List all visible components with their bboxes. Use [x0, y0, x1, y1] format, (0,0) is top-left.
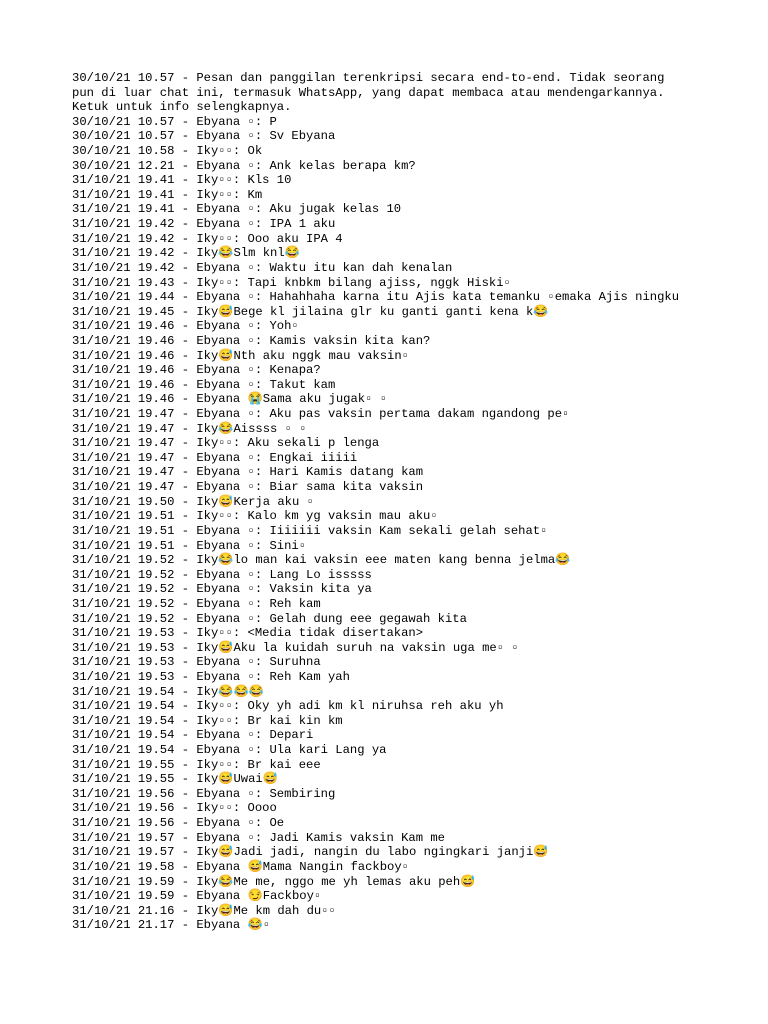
chat-line: 31/10/21 19.41 - Ebyana ▫: Aku jugak kelas 10	[72, 202, 402, 217]
chat-line: 31/10/21 19.54 - Ebyana ▫: Depari	[72, 728, 314, 743]
chat-line: 31/10/21 19.54 - Iky😂😂😂	[72, 684, 264, 699]
chat-line: 31/10/21 19.56 - Ebyana ▫: Oe	[72, 816, 285, 831]
chat-line: 31/10/21 19.42 - Ebyana ▫: Waktu itu kan dah kenalan	[72, 260, 453, 275]
chat-line: 31/10/21 19.55 - Iky😅Uwai😅	[72, 772, 278, 787]
chat-line: 31/10/21 19.46 - Ebyana ▫: Takut kam	[72, 377, 336, 392]
chat-line: 30/10/21 10.57 - Ebyana ▫: Sv Ebyana	[72, 129, 336, 144]
chat-line: 31/10/21 19.59 - Iky😂Me me, nggo me yh lemas aku peh😅	[72, 874, 476, 889]
chat-line: 31/10/21 19.47 - Ebyana ▫: Hari Kamis datang kam	[72, 465, 424, 480]
chat-line: 31/10/21 19.46 - Ebyana ▫: Kamis vaksin kita kan?	[72, 333, 431, 348]
chat-line: 31/10/21 21.17 - Ebyana 😂▫	[72, 918, 271, 933]
chat-line: 31/10/21 19.41 - Iky▫▫: Km	[72, 187, 263, 202]
chat-line: 31/10/21 19.46 - Ebyana ▫: Kenapa?	[72, 363, 321, 378]
chat-line: 31/10/21 19.46 - Ebyana ▫: Yoh▫	[72, 319, 299, 334]
chat-line: 31/10/21 19.47 - Ebyana ▫: Aku pas vaksin pertama dakam ngandong pe▫	[72, 407, 570, 422]
chat-line: 31/10/21 19.57 - Iky😅Jadi jadi, nangin du labo ngingkari janji😅	[72, 845, 549, 860]
chat-line: 31/10/21 19.51 - Ebyana ▫: Sini▫	[72, 538, 307, 553]
chat-line: 31/10/21 19.52 - Ebyana ▫: Gelah dung eee gegawah kita	[72, 611, 467, 626]
chat-line: 31/10/21 19.53 - Iky▫▫: <Media tidak disertakan>	[72, 626, 424, 641]
chat-line: 31/10/21 19.42 - Ebyana ▫: IPA 1 aku	[72, 217, 336, 232]
chat-line: 31/10/21 19.43 - Iky▫▫: Tapi knbkm bilang ajiss, nggk Hiski▫	[72, 275, 511, 290]
chat-line: 31/10/21 19.51 - Ebyana ▫: Iiiiiii vaksin Kam sekali gelah sehat▫	[72, 523, 548, 538]
chat-line: 31/10/21 19.47 - Ebyana ▫: Engkai iiiii	[72, 450, 358, 465]
chat-line: 31/10/21 19.47 - Iky😂Aissss ▫ ▫	[72, 421, 307, 436]
chat-line: 31/10/21 19.50 - Iky😅Kerja aku ▫	[72, 494, 314, 509]
chat-line: 31/10/21 19.53 - Ebyana ▫: Reh Kam yah	[72, 669, 350, 684]
chat-line: 31/10/21 19.59 - Ebyana 😏Fackboy▫	[72, 889, 322, 904]
chat-line: 31/10/21 19.56 - Ebyana ▫: Sembiring	[72, 786, 336, 801]
chat-line: 31/10/21 19.45 - Iky😅Bege kl jilaina glr ku ganti ganti kena k😂	[72, 304, 549, 319]
chat-export-document	[72, 71, 762, 933]
chat-line: 31/10/21 19.58 - Ebyana 😅Mama Nangin fackboy▫	[72, 859, 409, 874]
chat-line: 31/10/21 19.53 - Ebyana ▫: Suruhna	[72, 655, 321, 670]
chat-line: 31/10/21 19.42 - Iky😂Slm knl😂	[72, 246, 300, 261]
chat-line: 31/10/21 19.54 - Iky▫▫: Br kai kin km	[72, 713, 343, 728]
chat-line: 31/10/21 19.52 - Iky😂lo man kai vaksin eee maten kang benna jelma😂	[72, 553, 571, 568]
chat-line: 31/10/21 19.51 - Iky▫▫: Kalo km yg vaksin mau aku▫	[72, 509, 438, 524]
chat-line: 31/10/21 19.41 - Iky▫▫: Kls 10	[72, 173, 292, 188]
chat-line: Ketuk untuk info selengkapnya.	[72, 100, 292, 115]
chat-line: 31/10/21 19.57 - Ebyana ▫: Jadi Kamis vaksin Kam me	[72, 830, 445, 845]
chat-line: 31/10/21 19.54 - Iky▫▫: Oky yh adi km kl niruhsa reh aku yh	[72, 699, 504, 714]
chat-line: 31/10/21 19.52 - Ebyana ▫: Reh kam	[72, 596, 321, 611]
chat-line: 31/10/21 19.56 - Iky▫▫: Oooo	[72, 801, 277, 816]
chat-line: pun di luar chat ini, termasuk WhatsApp, yang dapat membaca atau mendengarkannya.	[72, 85, 665, 100]
chat-line: 31/10/21 19.54 - Ebyana ▫: Ula kari Lang ya	[72, 743, 387, 758]
chat-line: 31/10/21 19.52 - Ebyana ▫: Vaksin kita ya	[72, 582, 372, 597]
chat-line: 31/10/21 19.46 - Ebyana 😭Sama aku jugak▫ ▫	[72, 392, 388, 407]
chat-line: 31/10/21 19.42 - Iky▫▫: Ooo aku IPA 4	[72, 231, 343, 246]
chat-line: 31/10/21 19.53 - Iky😅Aku la kuidah suruh na vaksin uga me▫ ▫	[72, 640, 519, 655]
chat-line: 31/10/21 19.47 - Ebyana ▫: Biar sama kita vaksin	[72, 480, 424, 495]
chat-line: 31/10/21 19.55 - Iky▫▫: Br kai eee	[72, 757, 321, 772]
chat-line: 31/10/21 19.44 - Ebyana ▫: Hahahhaha karna itu Ajis kata temanku ▫emaka Ajis ningku	[72, 290, 680, 305]
chat-line: 31/10/21 19.52 - Ebyana ▫: Lang Lo isssss	[72, 567, 372, 582]
chat-line: 30/10/21 10.57 - Pesan dan panggilan terenkripsi secara end-to-end. Tidak seorang	[72, 71, 665, 85]
chat-line: 31/10/21 19.47 - Iky▫▫: Aku sekali p lenga	[72, 436, 380, 451]
chat-line: 31/10/21 19.46 - Iky😅Nth aku nggk mau vaksin▫	[72, 348, 409, 363]
chat-line: 31/10/21 21.16 - Iky😅Me km dah du▫▫	[72, 903, 336, 918]
chat-line: 30/10/21 10.57 - Ebyana ▫: P	[72, 114, 277, 129]
chat-line: 30/10/21 12.21 - Ebyana ▫: Ank kelas berapa km?	[72, 158, 416, 173]
chat-line: 30/10/21 10.58 - Iky▫▫: Ok	[72, 144, 263, 159]
